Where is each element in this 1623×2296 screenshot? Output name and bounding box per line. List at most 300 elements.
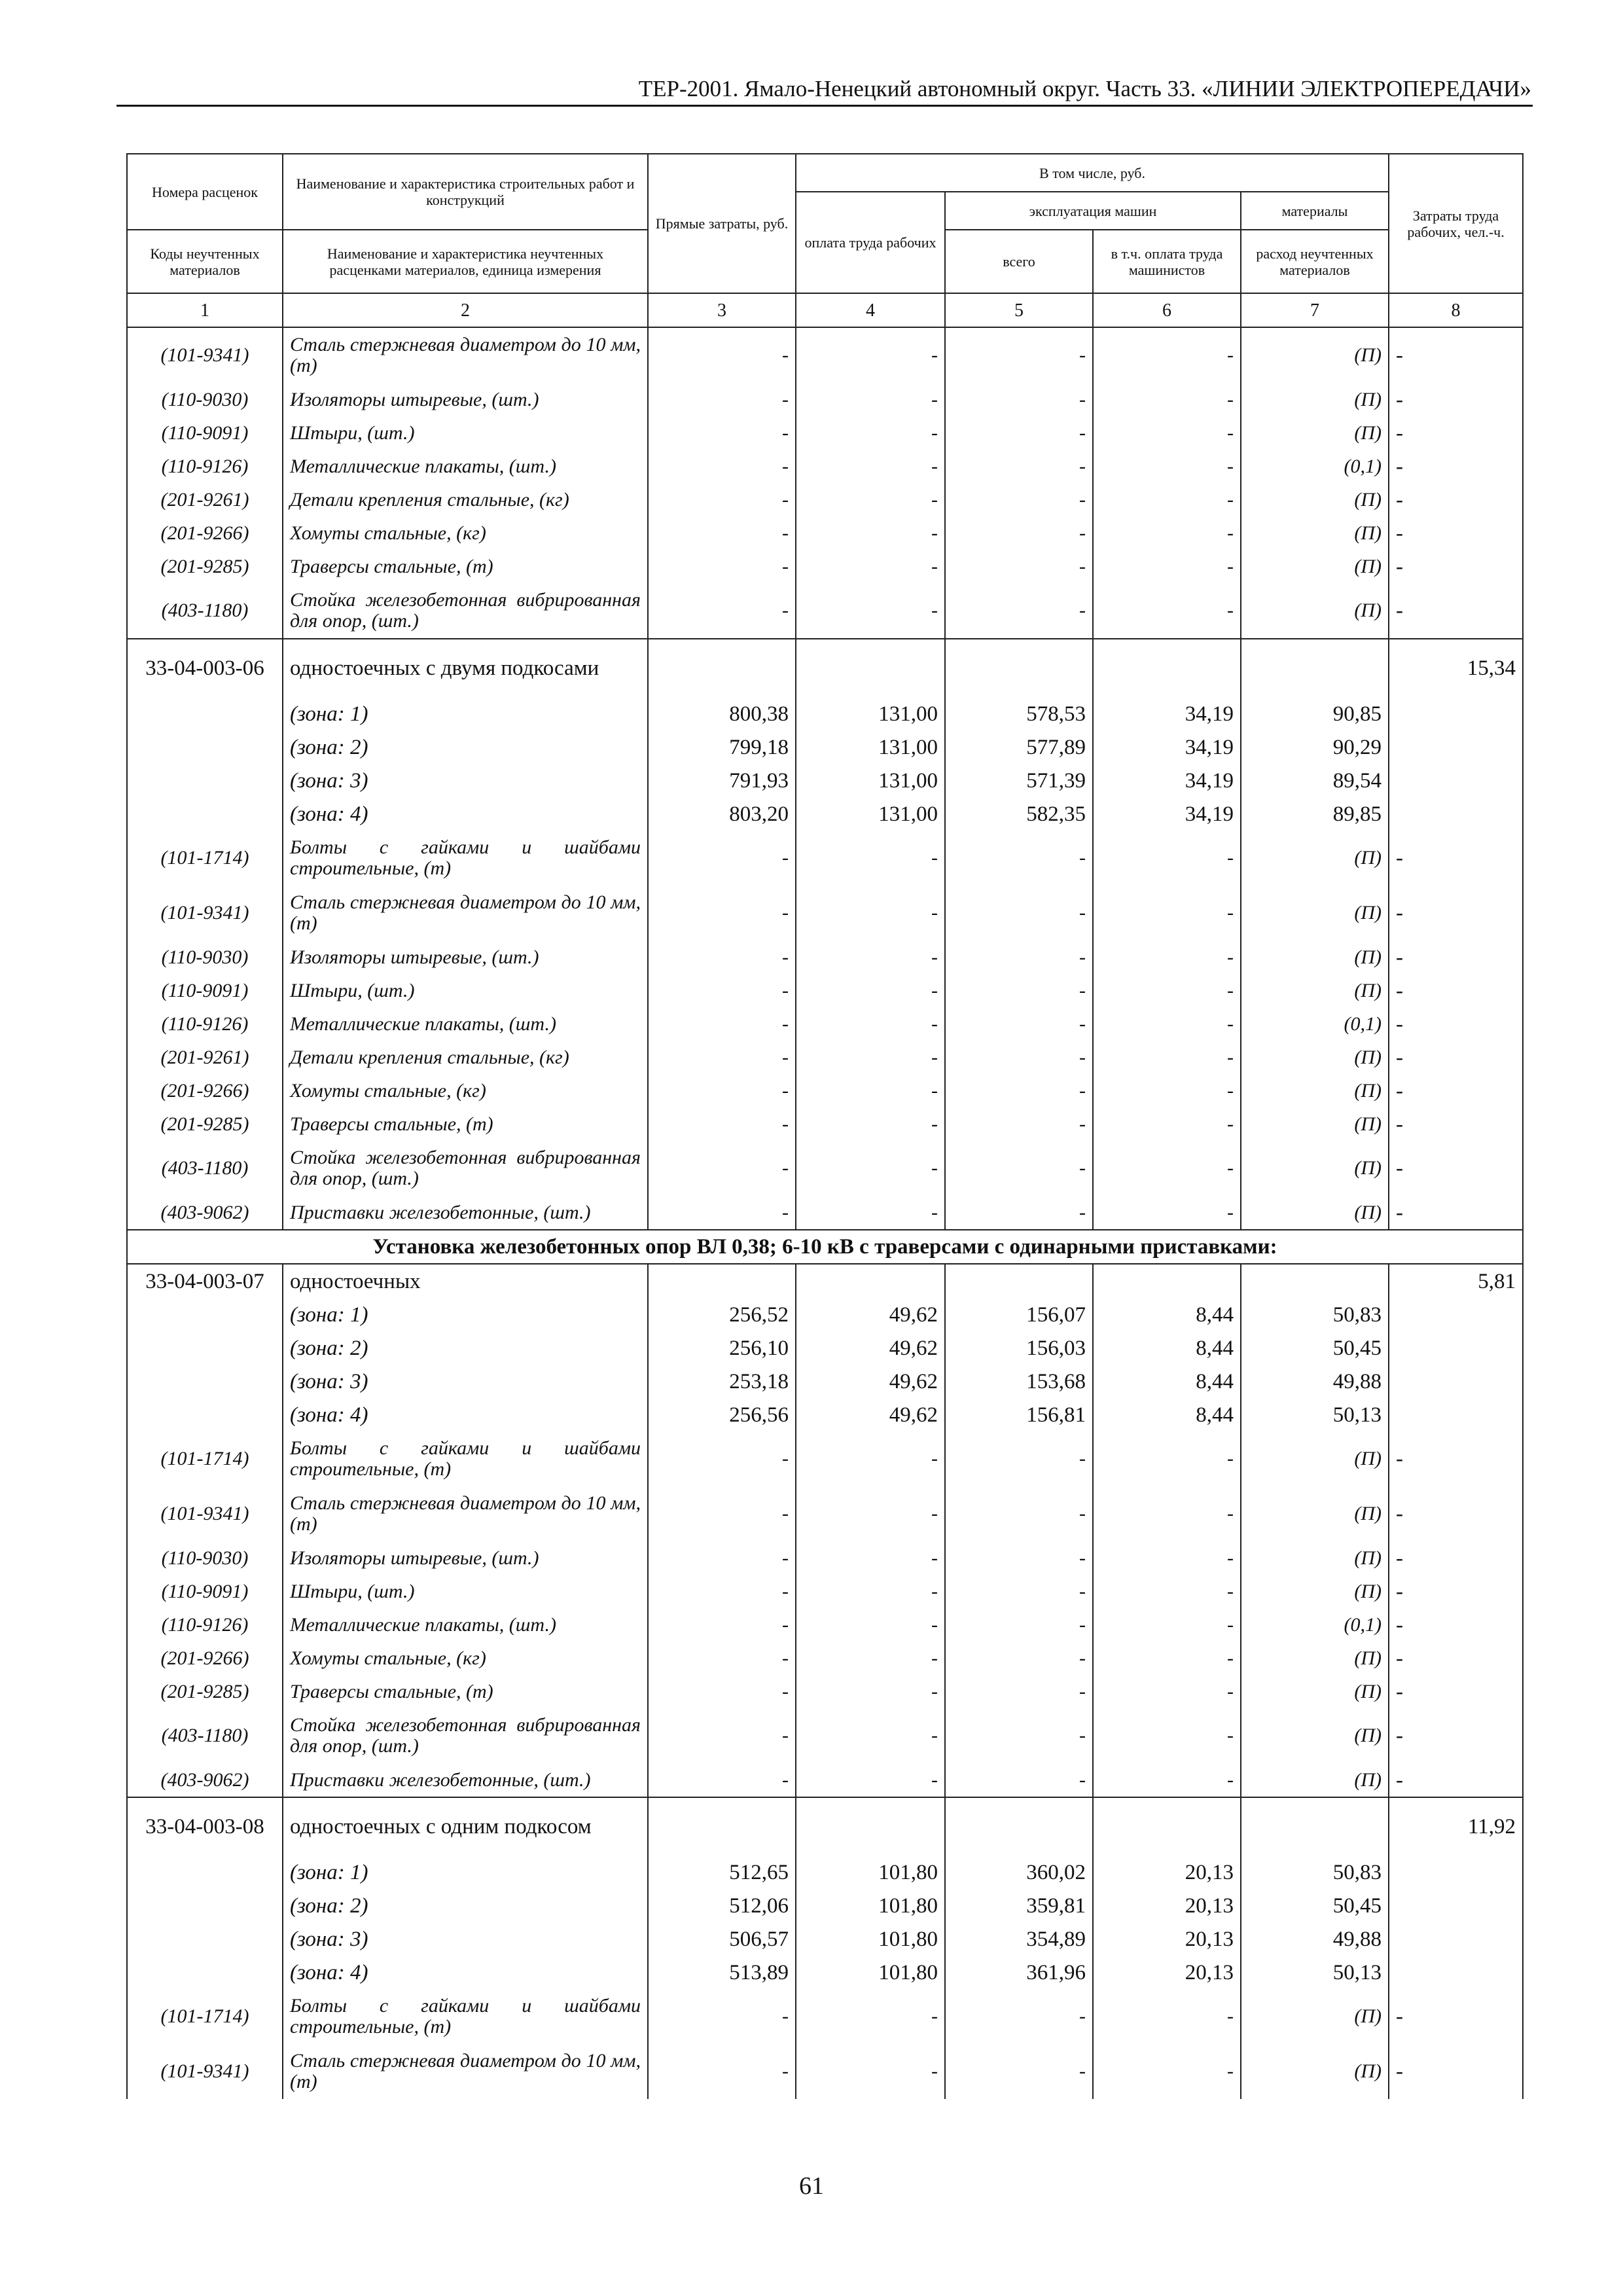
material-name: Болты с гайками и шайбами строительные, (т) (283, 1989, 648, 2044)
material-row (127, 1431, 1523, 1486)
material-consumption: (П) (1241, 1763, 1389, 1797)
material-code: (110-9030) (127, 941, 283, 974)
machinist-pay: 8,44 (1093, 1331, 1241, 1365)
material-machinist-pay: - (1093, 1708, 1241, 1763)
empty-cell (1093, 639, 1241, 697)
empty-cell (1389, 1398, 1523, 1431)
material-machines-total: - (945, 383, 1093, 416)
material-machinist-pay: - (1093, 1107, 1241, 1141)
material-code: (110-9091) (127, 974, 283, 1007)
material-name: Траверсы стальные, (т) (283, 1675, 648, 1708)
machinist-pay: 20,13 (1093, 1922, 1241, 1956)
material-labor-pay: - (796, 1107, 945, 1141)
material-direct-cost: - (648, 1541, 796, 1575)
machines-total: 360,02 (945, 1856, 1093, 1889)
material-labor-hours: - (1389, 483, 1523, 516)
material-consumption: (0,1) (1241, 1007, 1389, 1041)
material-labor-hours: - (1389, 327, 1523, 383)
labor-pay: 101,80 (796, 1922, 945, 1956)
empty-cell (127, 1856, 283, 1889)
material-labor-pay: - (796, 1763, 945, 1797)
material-row (127, 2044, 1523, 2099)
material-code: (201-9266) (127, 516, 283, 550)
zone-label: (зона: 4) (283, 797, 648, 831)
material-name: Штыри, (шт.) (283, 1575, 648, 1608)
material-machines-total: - (945, 327, 1093, 383)
direct-cost: 256,10 (648, 1331, 796, 1365)
zone-row (127, 1922, 1523, 1956)
material-row (127, 416, 1523, 450)
material-row (127, 1763, 1523, 1797)
material-code: (403-1180) (127, 583, 283, 639)
material-code: (201-9285) (127, 1675, 283, 1708)
material-row (127, 1708, 1523, 1763)
rate-code: 33-04-003-07 (127, 1264, 283, 1298)
material-consumption: (П) (1241, 941, 1389, 974)
material-row (127, 1989, 1523, 2044)
material-machinist-pay: - (1093, 1541, 1241, 1575)
material-row (127, 1608, 1523, 1641)
labor-pay: 101,80 (796, 1956, 945, 1989)
column-number: 2 (283, 293, 648, 327)
empty-cell (127, 1922, 283, 1956)
section-title: Установка железобетонных опор ВЛ 0,38; 6-10 кВ с траверсами с одинарными приставками: (127, 1230, 1523, 1264)
material-name: Сталь стержневая диаметром до 10 мм, (т) (283, 327, 648, 383)
page-number: 61 (799, 2172, 824, 2200)
rate-labor-hours: 5,81 (1389, 1264, 1523, 1298)
material-direct-cost: - (648, 1007, 796, 1041)
direct-cost: 799,18 (648, 730, 796, 764)
empty-cell (1389, 1856, 1523, 1889)
empty-cell (1389, 697, 1523, 730)
empty-cell (127, 1331, 283, 1365)
empty-cell (127, 1956, 283, 1989)
empty-cell (1389, 730, 1523, 764)
materials-cost: 50,45 (1241, 1889, 1389, 1922)
material-labor-pay: - (796, 583, 945, 639)
material-direct-cost: - (648, 974, 796, 1007)
machines-total: 359,81 (945, 1889, 1093, 1922)
labor-pay: 49,62 (796, 1398, 945, 1431)
material-machinist-pay: - (1093, 1675, 1241, 1708)
zone-label: (зона: 1) (283, 1856, 648, 1889)
material-direct-cost: - (648, 383, 796, 416)
zone-row (127, 1856, 1523, 1889)
material-labor-hours: - (1389, 1041, 1523, 1074)
material-direct-cost: - (648, 550, 796, 583)
zone-row (127, 1398, 1523, 1431)
material-machinist-pay: - (1093, 1486, 1241, 1541)
material-name: Болты с гайками и шайбами строительные, (т) (283, 1431, 648, 1486)
material-direct-cost: - (648, 1107, 796, 1141)
material-name: Хомуты стальные, (кг) (283, 1074, 648, 1107)
zone-label: (зона: 3) (283, 764, 648, 797)
labor-pay: 49,62 (796, 1298, 945, 1331)
empty-cell (127, 697, 283, 730)
materials-cost: 90,85 (1241, 697, 1389, 730)
material-machinist-pay: - (1093, 327, 1241, 383)
empty-cell (1389, 1956, 1523, 1989)
machinist-pay: 20,13 (1093, 1889, 1241, 1922)
direct-cost: 803,20 (648, 797, 796, 831)
material-name: Изоляторы штыревые, (шт.) (283, 1541, 648, 1575)
material-machines-total: - (945, 1141, 1093, 1196)
empty-cell (1389, 1331, 1523, 1365)
material-row (127, 583, 1523, 639)
page-header: ТЕР-2001. Ямало-Ненецкий автономный округ. Часть 33. «ЛИНИИ ЭЛЕКТРОПЕРЕДАЧИ» (638, 76, 1531, 101)
zone-label: (зона: 2) (283, 1331, 648, 1365)
material-consumption: (П) (1241, 550, 1389, 583)
header-col7: расход неучтенных материалов (1241, 230, 1389, 293)
direct-cost: 256,52 (648, 1298, 796, 1331)
header-rule (116, 105, 1533, 107)
material-machines-total: - (945, 974, 1093, 1007)
rate-item-row (127, 639, 1523, 697)
material-machinist-pay: - (1093, 941, 1241, 974)
section-title-row (127, 1230, 1523, 1264)
empty-cell (127, 1365, 283, 1398)
material-direct-cost: - (648, 483, 796, 516)
empty-cell (1389, 764, 1523, 797)
zone-row (127, 697, 1523, 730)
material-consumption: (П) (1241, 516, 1389, 550)
material-name: Металлические плакаты, (шт.) (283, 1007, 648, 1041)
machines-total: 582,35 (945, 797, 1093, 831)
material-name: Траверсы стальные, (т) (283, 1107, 648, 1141)
material-machines-total: - (945, 583, 1093, 639)
empty-cell (1389, 1889, 1523, 1922)
material-name: Траверсы стальные, (т) (283, 550, 648, 583)
material-direct-cost: - (648, 1708, 796, 1763)
labor-pay: 101,80 (796, 1856, 945, 1889)
material-row (127, 550, 1523, 583)
material-labor-hours: - (1389, 831, 1523, 886)
zone-row (127, 1956, 1523, 1989)
material-machinist-pay: - (1093, 516, 1241, 550)
material-labor-hours: - (1389, 383, 1523, 416)
material-direct-cost: - (648, 1074, 796, 1107)
rate-name: одностоечных с двумя подкосами (283, 639, 648, 697)
material-machines-total: - (945, 1041, 1093, 1074)
material-machinist-pay: - (1093, 1608, 1241, 1641)
material-row (127, 483, 1523, 516)
material-row (127, 1541, 1523, 1575)
empty-cell (127, 1398, 283, 1431)
material-labor-pay: - (796, 1641, 945, 1675)
material-labor-hours: - (1389, 1763, 1523, 1797)
material-consumption: (П) (1241, 1575, 1389, 1608)
material-direct-cost: - (648, 1675, 796, 1708)
material-consumption: (П) (1241, 1675, 1389, 1708)
rate-item-row (127, 1264, 1523, 1298)
material-row (127, 383, 1523, 416)
empty-cell (648, 1264, 796, 1298)
material-code: (201-9285) (127, 1107, 283, 1141)
material-machines-total: - (945, 1575, 1093, 1608)
material-labor-hours: - (1389, 941, 1523, 974)
material-consumption: (0,1) (1241, 450, 1389, 483)
material-labor-hours: - (1389, 886, 1523, 941)
material-labor-pay: - (796, 383, 945, 416)
column-number: 7 (1241, 293, 1389, 327)
empty-cell (127, 797, 283, 831)
material-labor-pay: - (796, 1575, 945, 1608)
material-name: Стойка железобетонная вибрированная для опор, (шт.) (283, 1708, 648, 1763)
material-labor-pay: - (796, 1074, 945, 1107)
material-code: (201-9261) (127, 483, 283, 516)
material-code: (101-1714) (127, 1989, 283, 2044)
header-group: В том числе, руб. (796, 154, 1389, 192)
material-labor-pay: - (796, 1196, 945, 1230)
labor-pay: 131,00 (796, 697, 945, 730)
material-machinist-pay: - (1093, 1763, 1241, 1797)
header-col2-top: Наименование и характеристика строительных работ и конструкций (283, 154, 648, 230)
machines-total: 156,07 (945, 1298, 1093, 1331)
material-labor-pay: - (796, 327, 945, 383)
material-machinist-pay: - (1093, 1141, 1241, 1196)
material-code: (101-1714) (127, 1431, 283, 1486)
material-machines-total: - (945, 450, 1093, 483)
material-labor-hours: - (1389, 1675, 1523, 1708)
material-consumption: (П) (1241, 327, 1389, 383)
material-name: Сталь стержневая диаметром до 10 мм, (т) (283, 886, 648, 941)
material-labor-hours: - (1389, 1541, 1523, 1575)
zone-label: (зона: 2) (283, 1889, 648, 1922)
column-number: 1 (127, 293, 283, 327)
material-name: Сталь стержневая диаметром до 10 мм, (т) (283, 1486, 648, 1541)
material-machines-total: - (945, 1989, 1093, 2044)
material-name: Детали крепления стальные, (кг) (283, 1041, 648, 1074)
material-machinist-pay: - (1093, 416, 1241, 450)
material-labor-hours: - (1389, 1641, 1523, 1675)
machines-total: 578,53 (945, 697, 1093, 730)
material-labor-hours: - (1389, 1196, 1523, 1230)
empty-cell (796, 639, 945, 697)
direct-cost: 800,38 (648, 697, 796, 730)
material-code: (101-9341) (127, 2044, 283, 2099)
machines-total: 156,81 (945, 1398, 1093, 1431)
material-code: (101-1714) (127, 831, 283, 886)
material-labor-pay: - (796, 831, 945, 886)
rate-code: 33-04-003-06 (127, 639, 283, 697)
rate-item-row (127, 1797, 1523, 1856)
empty-cell (945, 639, 1093, 697)
materials-cost: 50,13 (1241, 1956, 1389, 1989)
header-materials: материалы (1241, 192, 1389, 230)
machines-total: 153,68 (945, 1365, 1093, 1398)
material-labor-pay: - (796, 1708, 945, 1763)
material-name: Стойка железобетонная вибрированная для опор, (шт.) (283, 583, 648, 639)
material-direct-cost: - (648, 1641, 796, 1675)
labor-pay: 101,80 (796, 1889, 945, 1922)
rate-labor-hours: 15,34 (1389, 639, 1523, 697)
material-consumption: (П) (1241, 1196, 1389, 1230)
material-name: Штыри, (шт.) (283, 416, 648, 450)
direct-cost: 253,18 (648, 1365, 796, 1398)
column-number: 3 (648, 293, 796, 327)
material-row (127, 974, 1523, 1007)
material-row (127, 1007, 1523, 1041)
material-code: (110-9126) (127, 1007, 283, 1041)
material-machines-total: - (945, 831, 1093, 886)
material-code: (110-9030) (127, 1541, 283, 1575)
material-direct-cost: - (648, 583, 796, 639)
material-labor-pay: - (796, 1541, 945, 1575)
material-labor-hours: - (1389, 1608, 1523, 1641)
material-machines-total: - (945, 1675, 1093, 1708)
material-name: Изоляторы штыревые, (шт.) (283, 941, 648, 974)
material-name: Хомуты стальные, (кг) (283, 516, 648, 550)
material-row (127, 831, 1523, 886)
material-code: (201-9261) (127, 1041, 283, 1074)
empty-cell (1093, 1797, 1241, 1856)
empty-cell (127, 1298, 283, 1331)
empty-cell (1241, 1797, 1389, 1856)
machinist-pay: 34,19 (1093, 797, 1241, 831)
material-row (127, 941, 1523, 974)
labor-pay: 131,00 (796, 797, 945, 831)
material-direct-cost: - (648, 1196, 796, 1230)
material-code: (403-1180) (127, 1708, 283, 1763)
material-direct-cost: - (648, 1431, 796, 1486)
material-code: (403-9062) (127, 1196, 283, 1230)
machinist-pay: 20,13 (1093, 1856, 1241, 1889)
empty-cell (1241, 1264, 1389, 1298)
material-labor-hours: - (1389, 1074, 1523, 1107)
zone-label: (зона: 2) (283, 730, 648, 764)
material-row (127, 1575, 1523, 1608)
material-machines-total: - (945, 941, 1093, 974)
material-labor-pay: - (796, 1141, 945, 1196)
material-labor-pay: - (796, 1041, 945, 1074)
direct-cost: 506,57 (648, 1922, 796, 1956)
material-labor-hours: - (1389, 1708, 1523, 1763)
material-direct-cost: - (648, 831, 796, 886)
material-consumption: (П) (1241, 1641, 1389, 1675)
material-code: (110-9126) (127, 450, 283, 483)
column-number: 8 (1389, 293, 1523, 327)
material-labor-hours: - (1389, 974, 1523, 1007)
machinist-pay: 20,13 (1093, 1956, 1241, 1989)
materials-cost: 49,88 (1241, 1365, 1389, 1398)
material-name: Металлические плакаты, (шт.) (283, 1608, 648, 1641)
material-labor-pay: - (796, 1486, 945, 1541)
material-machines-total: - (945, 2044, 1093, 2099)
material-code: (110-9091) (127, 416, 283, 450)
labor-pay: 131,00 (796, 730, 945, 764)
material-machinist-pay: - (1093, 483, 1241, 516)
material-row (127, 1074, 1523, 1107)
empty-cell (1389, 1298, 1523, 1331)
material-machines-total: - (945, 1107, 1093, 1141)
material-machines-total: - (945, 1763, 1093, 1797)
material-machines-total: - (945, 1708, 1093, 1763)
material-machines-total: - (945, 1486, 1093, 1541)
material-consumption: (П) (1241, 1486, 1389, 1541)
material-row (127, 1196, 1523, 1230)
table-header (127, 154, 1523, 327)
zone-row (127, 1889, 1523, 1922)
material-code: (101-9341) (127, 1486, 283, 1541)
header-col1-top: Номера расценок (127, 154, 283, 230)
table-body (127, 327, 1523, 2099)
empty-cell (127, 764, 283, 797)
labor-pay: 49,62 (796, 1331, 945, 1365)
materials-cost: 50,83 (1241, 1298, 1389, 1331)
empty-cell (1389, 1922, 1523, 1956)
zone-label: (зона: 4) (283, 1398, 648, 1431)
material-labor-hours: - (1389, 1431, 1523, 1486)
material-consumption: (П) (1241, 1431, 1389, 1486)
material-direct-cost: - (648, 1989, 796, 2044)
empty-cell (648, 639, 796, 697)
header-col8: Затраты труда рабочих, чел.-ч. (1389, 154, 1523, 293)
material-name: Металлические плакаты, (шт.) (283, 450, 648, 483)
machinist-pay: 8,44 (1093, 1298, 1241, 1331)
material-machinist-pay: - (1093, 550, 1241, 583)
material-row (127, 1641, 1523, 1675)
material-direct-cost: - (648, 450, 796, 483)
zone-row (127, 797, 1523, 831)
material-consumption: (П) (1241, 1141, 1389, 1196)
materials-cost: 50,45 (1241, 1331, 1389, 1365)
materials-cost: 90,29 (1241, 730, 1389, 764)
empty-cell (1241, 639, 1389, 697)
header-col4: оплата труда рабочих (796, 192, 945, 293)
material-machinist-pay: - (1093, 450, 1241, 483)
material-machines-total: - (945, 550, 1093, 583)
header-col1-bottom: Коды неучтенных материалов (127, 230, 283, 293)
material-machinist-pay: - (1093, 583, 1241, 639)
material-machines-total: - (945, 1541, 1093, 1575)
material-code: (110-9030) (127, 383, 283, 416)
materials-cost: 89,54 (1241, 764, 1389, 797)
rate-labor-hours: 11,92 (1389, 1797, 1523, 1856)
material-consumption: (0,1) (1241, 1608, 1389, 1641)
rate-name: одностоечных (283, 1264, 648, 1298)
material-direct-cost: - (648, 516, 796, 550)
header-col6: в т.ч. оплата труда машинистов (1093, 230, 1241, 293)
machinist-pay: 34,19 (1093, 730, 1241, 764)
header-col5: всего (945, 230, 1093, 293)
empty-cell (1389, 1365, 1523, 1398)
machinist-pay: 8,44 (1093, 1365, 1241, 1398)
material-name: Детали крепления стальные, (кг) (283, 483, 648, 516)
column-number: 4 (796, 293, 945, 327)
material-consumption: (П) (1241, 1074, 1389, 1107)
material-machines-total: - (945, 1641, 1093, 1675)
material-consumption: (П) (1241, 416, 1389, 450)
material-direct-cost: - (648, 886, 796, 941)
empty-cell (127, 730, 283, 764)
material-machines-total: - (945, 1007, 1093, 1041)
header-col2-bottom: Наименование и характеристика неучтенных расценками материалов, единица измерения (283, 230, 648, 293)
material-labor-hours: - (1389, 416, 1523, 450)
material-direct-cost: - (648, 1575, 796, 1608)
direct-cost: 256,56 (648, 1398, 796, 1431)
zone-row (127, 764, 1523, 797)
material-code: (110-9091) (127, 1575, 283, 1608)
material-machines-total: - (945, 516, 1093, 550)
material-row (127, 450, 1523, 483)
material-machines-total: - (945, 1074, 1093, 1107)
material-machinist-pay: - (1093, 383, 1241, 416)
material-labor-hours: - (1389, 1107, 1523, 1141)
empty-cell (127, 1889, 283, 1922)
material-name: Сталь стержневая диаметром до 10 мм, (т) (283, 2044, 648, 2099)
material-name: Приставки железобетонные, (шт.) (283, 1763, 648, 1797)
direct-cost: 791,93 (648, 764, 796, 797)
